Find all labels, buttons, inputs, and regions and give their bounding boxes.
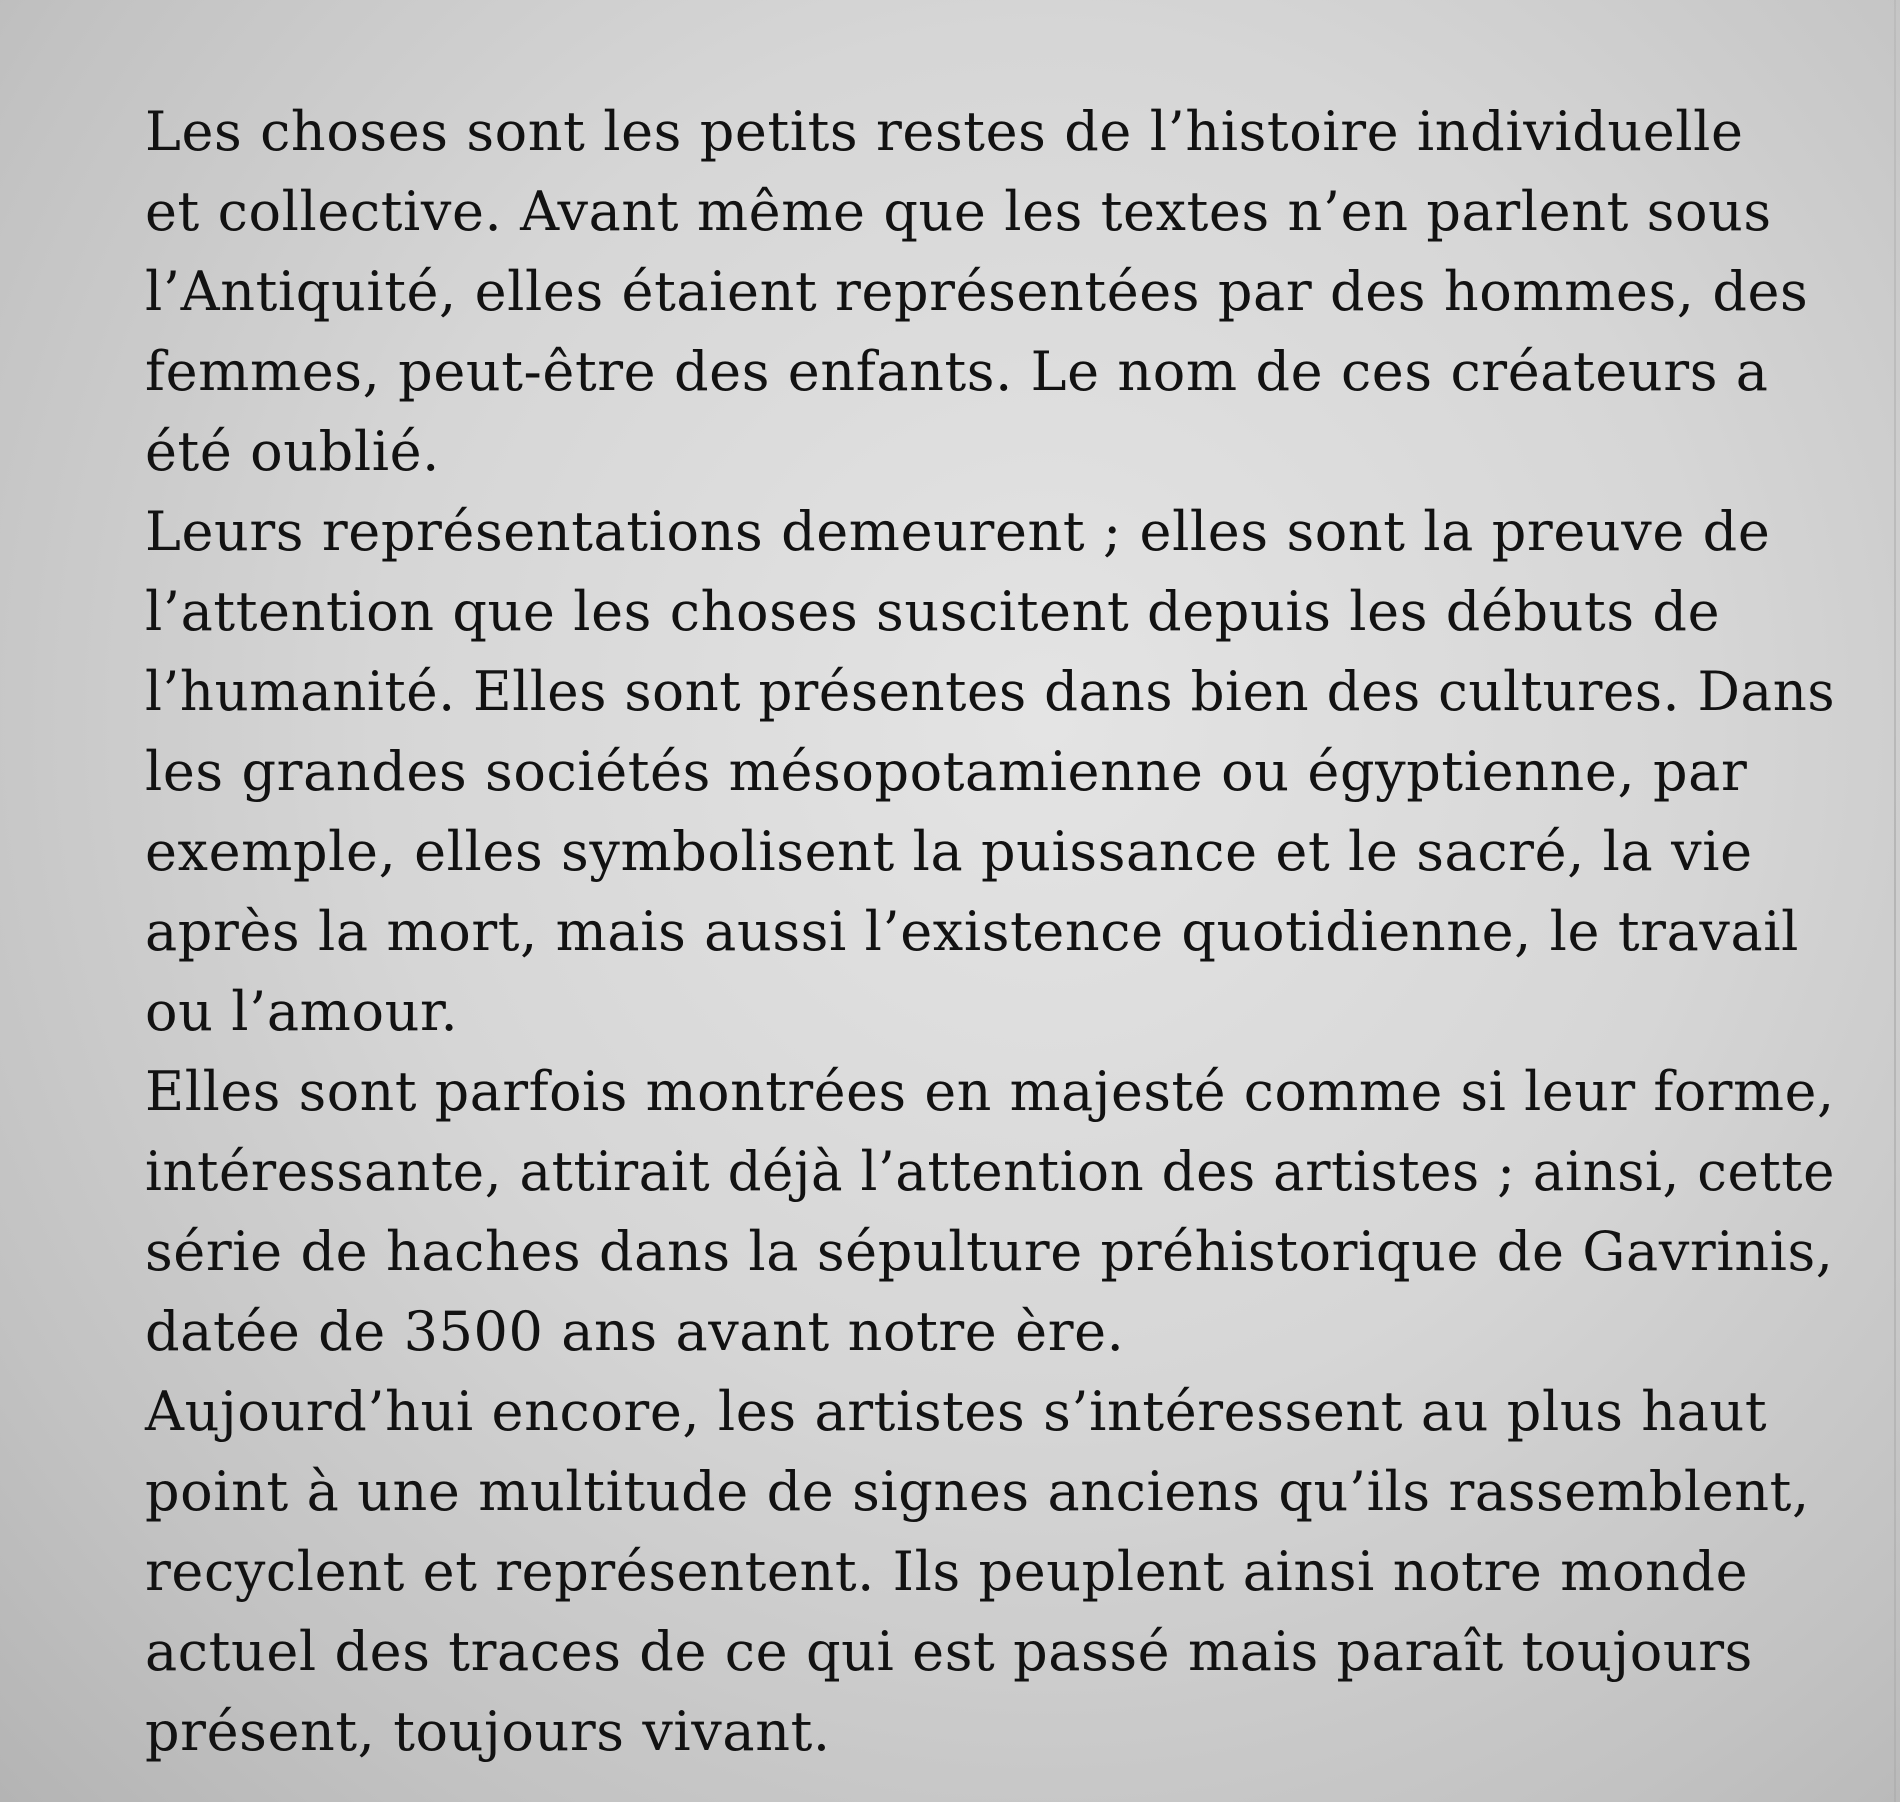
text-line: Les choses sont les petits restes de l’histoire individuelle <box>145 100 1744 163</box>
text-line: l’humanité. Elles sont présentes dans bien des cultures. Dans <box>145 660 1836 723</box>
text-line: recyclent et représentent. Ils peuplent ainsi notre monde <box>145 1540 1749 1603</box>
text-line: et collective. Avant même que les textes n’en parlent sous <box>145 180 1772 243</box>
text-line: après la mort, mais aussi l’existence quotidienne, le travail <box>145 900 1800 963</box>
text-line: point à une multitude de signes anciens qu’ils rassemblent, <box>145 1460 1810 1523</box>
text-line: l’attention que les choses suscitent depuis les débuts de <box>145 580 1721 643</box>
text-line: actuel des traces de ce qui est passé mais paraît toujours <box>145 1620 1753 1683</box>
text-line: série de haches dans la sépulture préhistorique de Gavrinis, <box>145 1220 1834 1283</box>
text-line: Elles sont parfois montrées en majesté comme si leur forme, <box>145 1060 1835 1123</box>
text-line: exemple, elles symbolisent la puissance et le sacré, la vie <box>145 820 1753 883</box>
text-line: Leurs représentations demeurent ; elles sont la preuve de <box>145 500 1771 563</box>
text-line: intéressante, attirait déjà l’attention des artistes ; ainsi, cette <box>145 1140 1835 1203</box>
text-line: femmes, peut-être des enfants. Le nom de ces créateurs a <box>145 340 1769 403</box>
text-line: l’Antiquité, elles étaient représentées par des hommes, des <box>145 260 1809 323</box>
text-line: Aujourd’hui encore, les artistes s’intéressent au plus haut <box>145 1380 1768 1443</box>
wall-text-block <box>145 92 1835 1772</box>
text-line: ou l’amour. <box>145 980 459 1043</box>
text-line: présent, toujours vivant. <box>145 1700 831 1763</box>
wall-edge <box>1894 0 1896 1802</box>
text-line: les grandes sociétés mésopotamienne ou égyptienne, par <box>145 740 1748 803</box>
text-line: datée de 3500 ans avant notre ère. <box>145 1300 1125 1363</box>
text-line: été oublié. <box>145 420 440 483</box>
